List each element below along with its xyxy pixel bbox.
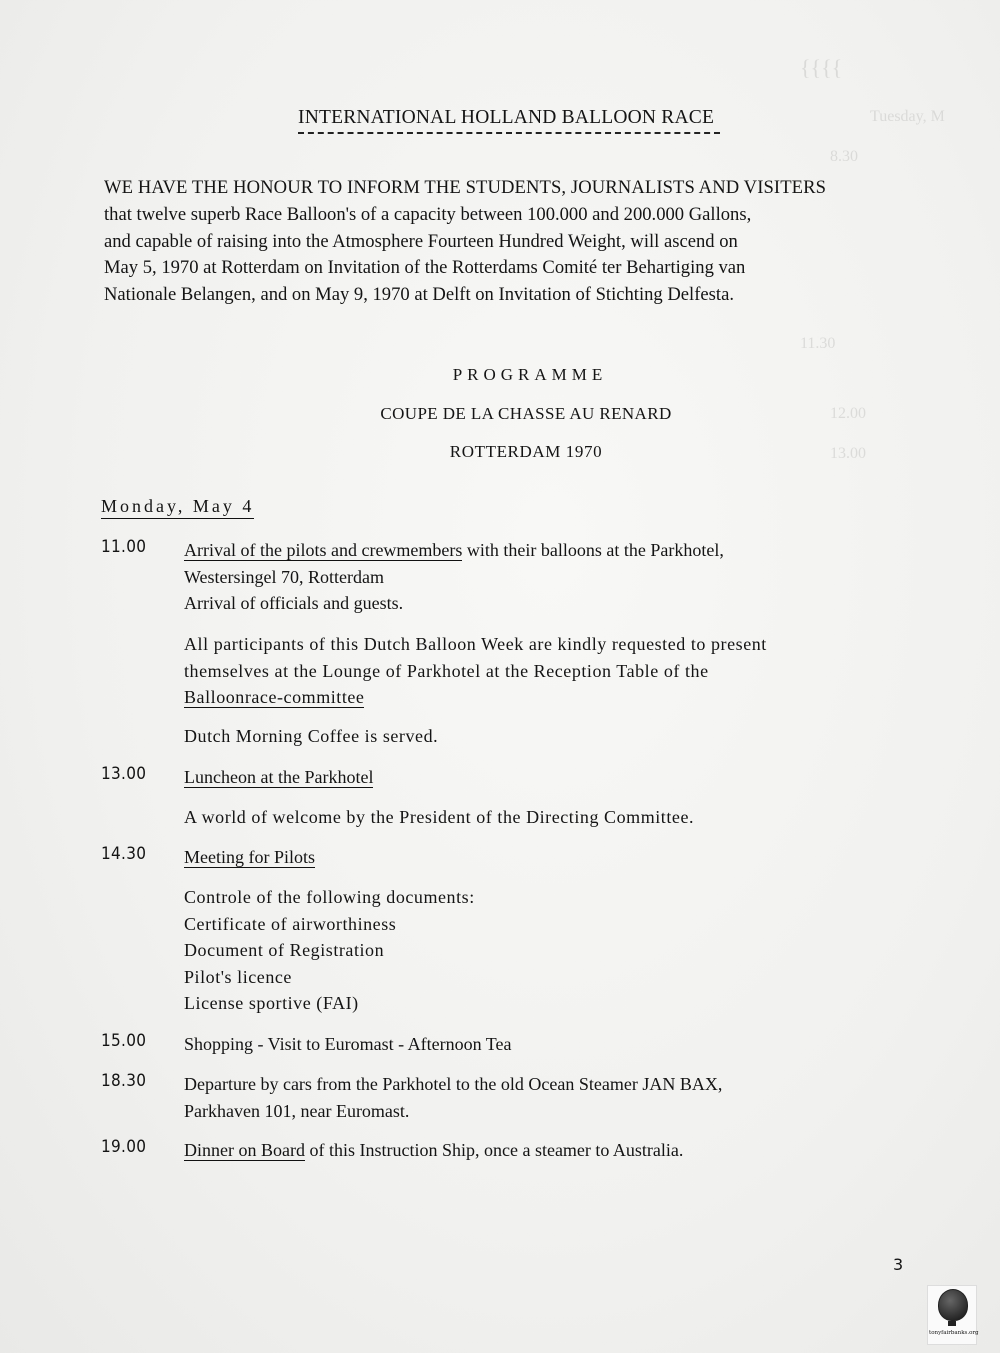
checklist-line: Document of Registration (184, 940, 385, 960)
schedule-extra-text: Dutch Morning Coffee is served. (184, 726, 439, 746)
checklist-line: Certificate of airworthiness (184, 913, 397, 934)
intro-line: that twelve superb Race Balloon's of a capacity between 100.000 and 200.000 Gallons, (104, 203, 752, 225)
schedule-text (184, 764, 373, 791)
schedule-text (184, 1137, 683, 1164)
schedule-note-line: All participants of this Dutch Balloon Week are kindly requested to present (184, 634, 767, 654)
show-through-text: Tuesday, M (870, 108, 945, 125)
checklist-line: Controle of the following documents: (184, 887, 475, 907)
page-number: 3 (893, 1255, 904, 1274)
show-through-text: {{{{ (800, 55, 843, 80)
intro-line: Nationale Belangen, and on May 9, 1970 at Delft on Invitation of Stichting Delfesta. (104, 284, 734, 306)
document-title: INTERNATIONAL HOLLAND BALLOON RACE (298, 107, 715, 128)
schedule-time: 13.00 (101, 764, 147, 784)
show-through-text: 13.00 (830, 445, 866, 462)
schedule-title-rest: Departure by cars from the Parkhotel to the old Ocean Steamer JAN BAX, (184, 1074, 723, 1094)
balloon-icon (938, 1289, 968, 1321)
day-heading: Monday, May 4 (101, 496, 254, 519)
schedule-note-line: themselves at the Lounge of Parkhotel at the Reception Table of the (184, 660, 709, 681)
checklist-line: License sportive (FAI) (184, 993, 359, 1013)
schedule-line: Westersingel 70, Rotterdam (184, 566, 385, 587)
schedule-title-underlined: Dinner on Board (184, 1140, 305, 1160)
schedule-note-text (184, 631, 767, 711)
event-name: COUPE DE LA CHASSE AU RENARD (380, 404, 672, 423)
schedule-extra-text: A world of welcome by the President of the Directing Committee. (184, 807, 695, 827)
schedule-time: 19.00 (101, 1137, 147, 1157)
programme-heading: PROGRAMME (452, 365, 608, 384)
schedule-text (184, 537, 724, 617)
show-through-text: 12.00 (830, 405, 866, 422)
schedule-title-rest: of this Instruction Ship, once a steamer to Australia. (304, 1140, 684, 1160)
schedule-text (184, 1071, 722, 1124)
intro-paragraph (104, 175, 924, 309)
schedule-note-underlined: Balloonrace-committee (184, 687, 365, 707)
schedule-time: 15.00 (101, 1031, 147, 1051)
intro-line: May 5, 1970 at Rotterdam on Invitation of the Rotterdams Comité ter Behartiging van (104, 257, 746, 279)
watermark-text: tonyfairbanks.org (929, 1330, 979, 1336)
schedule-time: 14.30 (101, 844, 147, 864)
intro-line: WE HAVE THE HONOUR TO INFORM THE STUDENTS, JOURNALISTS AND VISITERS (104, 177, 827, 198)
checklist-text (184, 884, 475, 1017)
schedule-text: Shopping - Visit to Euromast - Afternoon Tea (184, 1034, 512, 1054)
intro-line: and capable of raising into the Atmosphere Fourteen Hundred Weight, will ascend on (104, 230, 738, 252)
schedule-title-underlined: Arrival of the pilots and crewmembers (184, 540, 463, 560)
schedule-time: 11.00 (101, 537, 147, 557)
schedule-line: Arrival of officials and guests. (184, 593, 404, 613)
schedule-line: Parkhaven 101, near Euromast. (184, 1100, 410, 1121)
balloon-basket-icon (948, 1321, 956, 1326)
schedule-title-rest: with their balloons at the Parkhotel, (462, 540, 724, 560)
schedule-time: 18.30 (101, 1071, 147, 1091)
schedule-title-underlined: Luncheon at the Parkhotel (184, 767, 374, 787)
show-through-text: 11.30 (800, 335, 836, 352)
watermark-logo (927, 1285, 977, 1345)
checklist-line: Pilot's licence (184, 966, 292, 987)
show-through-text: 8.30 (830, 148, 858, 165)
schedule-title-underlined: Meeting for Pilots (184, 847, 315, 867)
schedule-text (184, 844, 315, 871)
title-dashed-rule (298, 132, 720, 134)
event-place: ROTTERDAM 1970 (449, 442, 603, 461)
